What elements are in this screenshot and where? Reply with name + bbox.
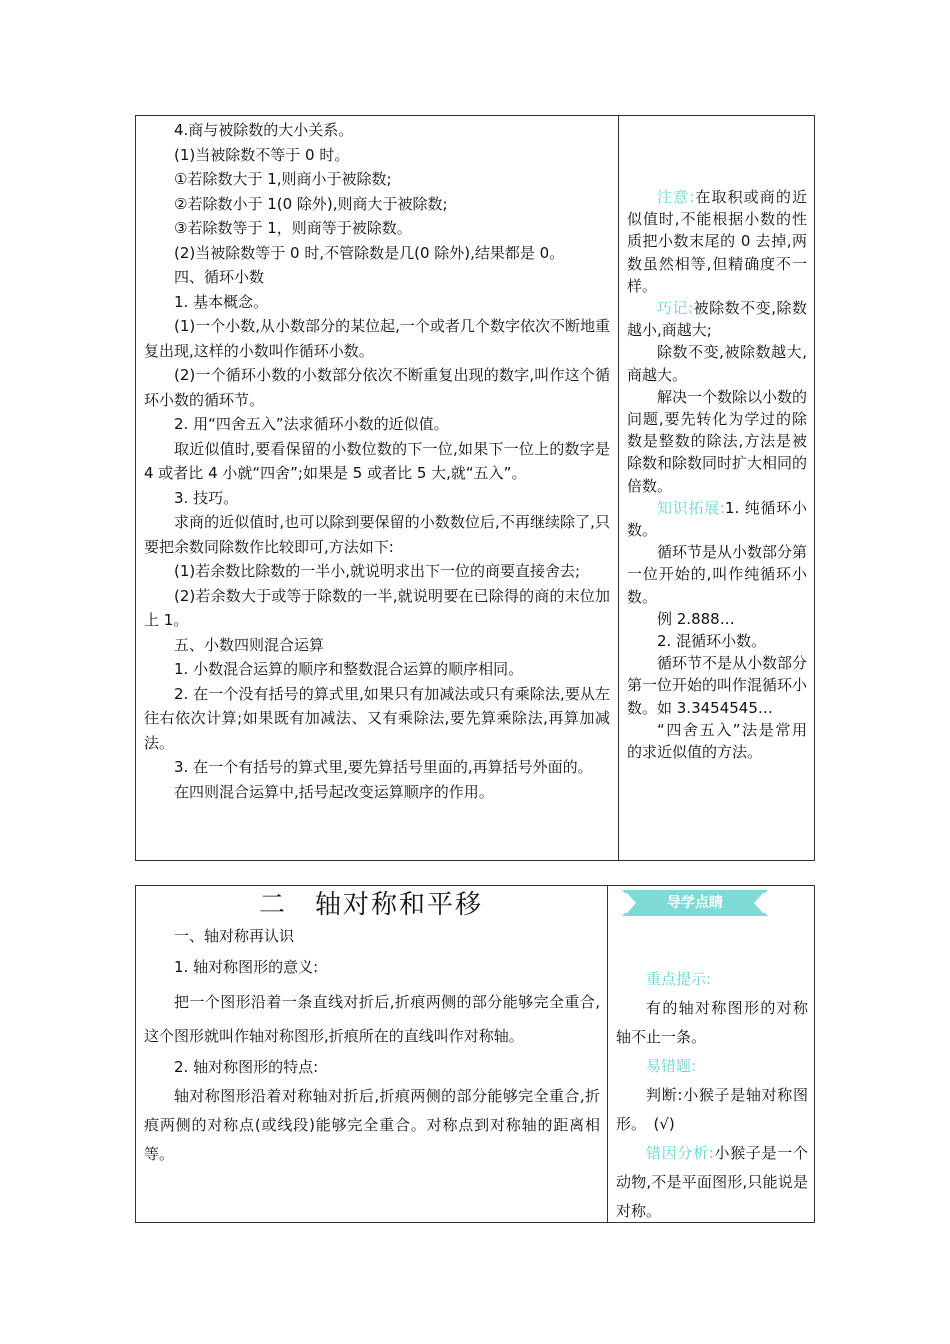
main-column [144, 118, 610, 804]
text-line: ③若除数等于 1，则商等于被除数。 [174, 219, 412, 237]
text-line: 3. 技巧。 [174, 488, 239, 507]
paragraph: (2)一个循环小数的小数部分依次不断重复出现的数字,叫作这个循环小数的循环节。 [144, 366, 610, 409]
column-divider [618, 116, 619, 860]
extension-text: 循环节不是从小数部分第一位开始的叫作混循环小数。如 3.3454545… [627, 654, 808, 717]
paragraph: 3. 在一个有括号的算式里,要先算括号里面的,再算括号外面的。 [174, 758, 593, 776]
tip-paragraph: 巧记:被除数不变,除数越小,商越大; [627, 299, 807, 340]
note-label: 注意: [657, 188, 695, 206]
notes-table-1 [135, 115, 815, 861]
section-heading: 五、小数四则混合运算 [174, 635, 325, 654]
paragraph: (1)一个小数,从小数部分的某位起,一个或者几个数字依次不断地重复出现,这样的小数叫作循环小数。 [144, 317, 610, 360]
paragraph: (1)若余数比除数的一半小,就说明求出下一位的商要直接舍去; [174, 562, 581, 580]
paragraph: 把一个图形沿着一条直线对折后,折痕两侧的部分能够完全重合,这个图形就叫作轴对称图形,折痕所在的直线叫作对称轴。 [144, 993, 600, 1045]
tip-paragraph-2: 除数不变,被除数越大,商越大。 [627, 343, 807, 384]
extension-paragraph: 知识拓展:1. 纯循环小数。 [627, 498, 807, 540]
main-column [144, 886, 600, 1169]
text-line: 1. 轴对称图形的意义: [174, 958, 319, 976]
solve-paragraph: 解决一个数除以小数的问题,要先转化为学过的除数是整数的除法,方法是被除数和除数同时扩大相同的倍数。 [627, 387, 808, 495]
extension-text: 循环节是从小数部分第一位开始的,叫作纯循环小数。 [627, 543, 808, 606]
error-label: 易错题: [646, 1057, 697, 1075]
text-line: 2. 轴对称图形的特点: [174, 1058, 319, 1076]
text-line: 4.商与被除数的大小关系。 [174, 121, 354, 139]
banner-label: 导学点睛 [667, 895, 723, 911]
key-text: 有的轴对称图形的对称轴不止一条。 [616, 999, 808, 1046]
text-line: 在四则混合运算中,括号起改变运算顺序的作用。 [174, 782, 494, 801]
extension-label: 知识拓展: [657, 498, 725, 517]
paragraph: 2. 在一个没有括号的算式里,如果只有加减法或只有乘除法,要从左往右依次计算;如果既有加减法、又有乘除法,要先算乘除法,再算加减法。 [144, 684, 610, 752]
paragraph: 轴对称图形沿着对称轴对折后,折痕两侧的部分能够完全重合,折痕两侧的对称点(或线段)能够完全重合。对称点到对称轴的距离相等。 [144, 1087, 600, 1163]
text-line: (1)当被除数不等于 0 时。 [174, 145, 350, 164]
text-line: ②若除数小于 1(0 除外),则商大于被除数; [174, 194, 448, 213]
extension-text: “四舍五入”法是常用的求近似值的方法。 [627, 720, 807, 762]
side-notes [627, 186, 807, 763]
extension-example: 例 2.888… [657, 609, 735, 628]
key-label: 重点提示: [646, 970, 712, 988]
note-paragraph: 注意:在取积或商的近似值时,不能根据小数的性质把小数末尾的 0 去掉,两数虽然相等,但精确度不一样。 [627, 188, 807, 295]
guide-banner [622, 890, 768, 916]
paragraph: (2)若余数大于或等于除数的一半,就说明要在已除得的商的末位加上 1。 [144, 586, 610, 629]
section-heading: 一、轴对称再认识 [174, 927, 295, 945]
section-heading: 四、循环小数 [174, 268, 265, 286]
cause-label: 错因分析: [646, 1144, 714, 1162]
chapter-title: 二 轴对称和平移 [259, 890, 484, 920]
text-line: 1. 小数混合运算的顺序和整数混合运算的顺序相同。 [174, 660, 524, 678]
text-line: ①若除数大于 1,则商小于被除数; [174, 170, 392, 188]
text-line: 2. 用“四舍五入”法求循环小数的近似值。 [174, 415, 449, 433]
side-notes [616, 886, 808, 1226]
error-text: 判断:小猴子是轴对称图形。 (√) [616, 1086, 808, 1133]
notes-table-2 [135, 885, 815, 1223]
text-line: (2)当被除数等于 0 时,不管除数是几(0 除外),结果都是 0。 [174, 243, 565, 262]
column-divider [607, 886, 608, 1222]
paragraph: 求商的近似值时,也可以除到要保留的小数数位后,不再继续除了,只要把余数同除数作比较即可,方法如下: [144, 513, 610, 556]
cause-paragraph: 错因分析:小猴子是一个动物,不是平面图形,只能说是对称。 [616, 1144, 808, 1220]
extension-text: 2. 混循环小数。 [657, 632, 767, 651]
tip-label: 巧记: [657, 299, 694, 318]
paragraph: 取近似值时,要看保留的小数位数的下一位,如果下一位上的数字是 4 或者比 4 小就“四舍”;如果是 5 或者比 5 大,就“五入”。 [144, 439, 610, 482]
text-line: 1. 基本概念。 [174, 292, 269, 311]
